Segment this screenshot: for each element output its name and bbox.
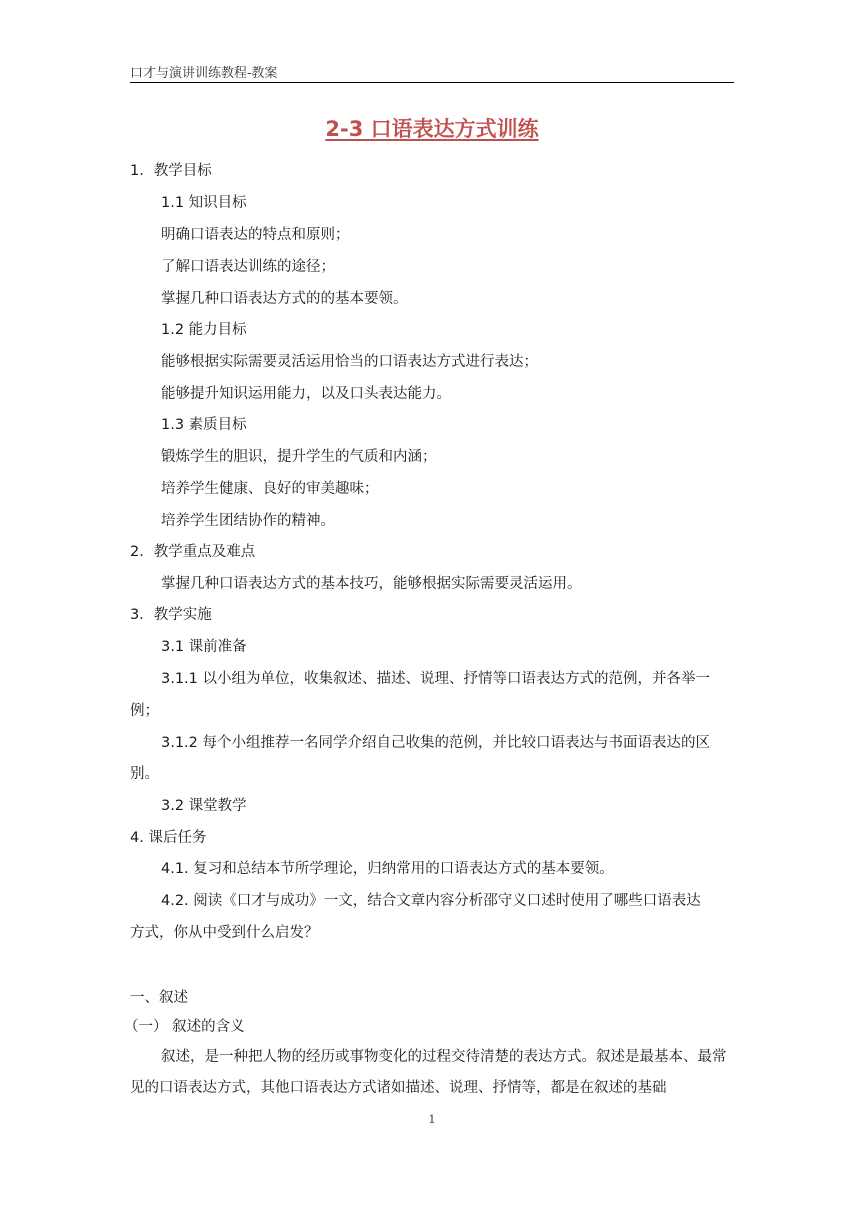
- list-item: 能够根据实际需要灵活运用恰当的口语表达方式进行表达；: [161, 354, 538, 370]
- page-header: [130, 58, 734, 83]
- section-subheading: （一） 叙述的含义: [124, 1019, 245, 1035]
- list-item-continuation: 方式，你从中受到什么启发？: [130, 925, 319, 941]
- list-item: 3.1.2 每个小组推荐一名同学介绍自己收集的范例，并比较口语表达与书面语表达的区: [161, 735, 711, 751]
- list-item: 了解口语表达训练的途径；: [161, 259, 335, 275]
- list-item: 锻炼学生的胆识，提升学生的气质和内涵；: [161, 449, 437, 465]
- document-title: [130, 114, 734, 144]
- list-item: 培养学生健康、良好的审美趣味；: [161, 481, 379, 497]
- list-item: 能够提升知识运用能力，以及口头表达能力。: [161, 386, 451, 402]
- subheading-ability-goals: 1.2 能力目标: [161, 322, 247, 338]
- heading-teaching-goals: 1．教学目标: [130, 163, 212, 179]
- heading-after-class: 4. 课后任务: [130, 830, 207, 846]
- list-item-continuation: 例；: [130, 703, 159, 719]
- heading-key-points: 2．教学重点及难点: [130, 544, 256, 560]
- list-item: 培养学生团结协作的精神。: [161, 513, 335, 529]
- subheading-pre-class: 3.1 课前准备: [161, 639, 247, 655]
- list-item: 4.2. 阅读《口才与成功》一文，结合文章内容分析邵守义口述时使用了哪些口语表达: [161, 893, 701, 909]
- heading-teaching-implementation: 3．教学实施: [130, 607, 212, 623]
- header-title: 口才与演讲训练教程-教案: [130, 66, 278, 81]
- subheading-knowledge-goals: 1.1 知识目标: [161, 195, 247, 211]
- subheading-classroom: 3.2 课堂教学: [161, 798, 247, 814]
- list-item: 掌握几种口语表达方式的的基本要领。: [161, 291, 408, 307]
- subheading-quality-goals: 1.3 素质目标: [161, 417, 247, 433]
- list-item-continuation: 别。: [130, 766, 159, 782]
- section-heading: 一、叙述: [130, 990, 188, 1006]
- list-item: 掌握几种口语表达方式的基本技巧，能够根据实际需要灵活运用。: [161, 576, 582, 592]
- section-paragraph: 叙述，是一种把人物的经历或事物变化的过程交待清楚的表达方式。叙述是最基本、最常见的口语表达方式，其他口语表达方式诸如描述、说理、抒情等，都是在叙述的基础: [130, 1049, 727, 1096]
- page-number: 1: [428, 1113, 436, 1126]
- document-title-text: 2-3 口语表达方式训练: [325, 117, 539, 141]
- list-item: 明确口语表达的特点和原则；: [161, 227, 350, 243]
- list-item: 3.1.1 以小组为单位，收集叙述、描述、说理、抒情等口语表达方式的范例，并各举一: [161, 671, 711, 687]
- list-item: 4.1. 复习和总结本节所学理论，归纳常用的口语表达方式的基本要领。: [161, 861, 614, 877]
